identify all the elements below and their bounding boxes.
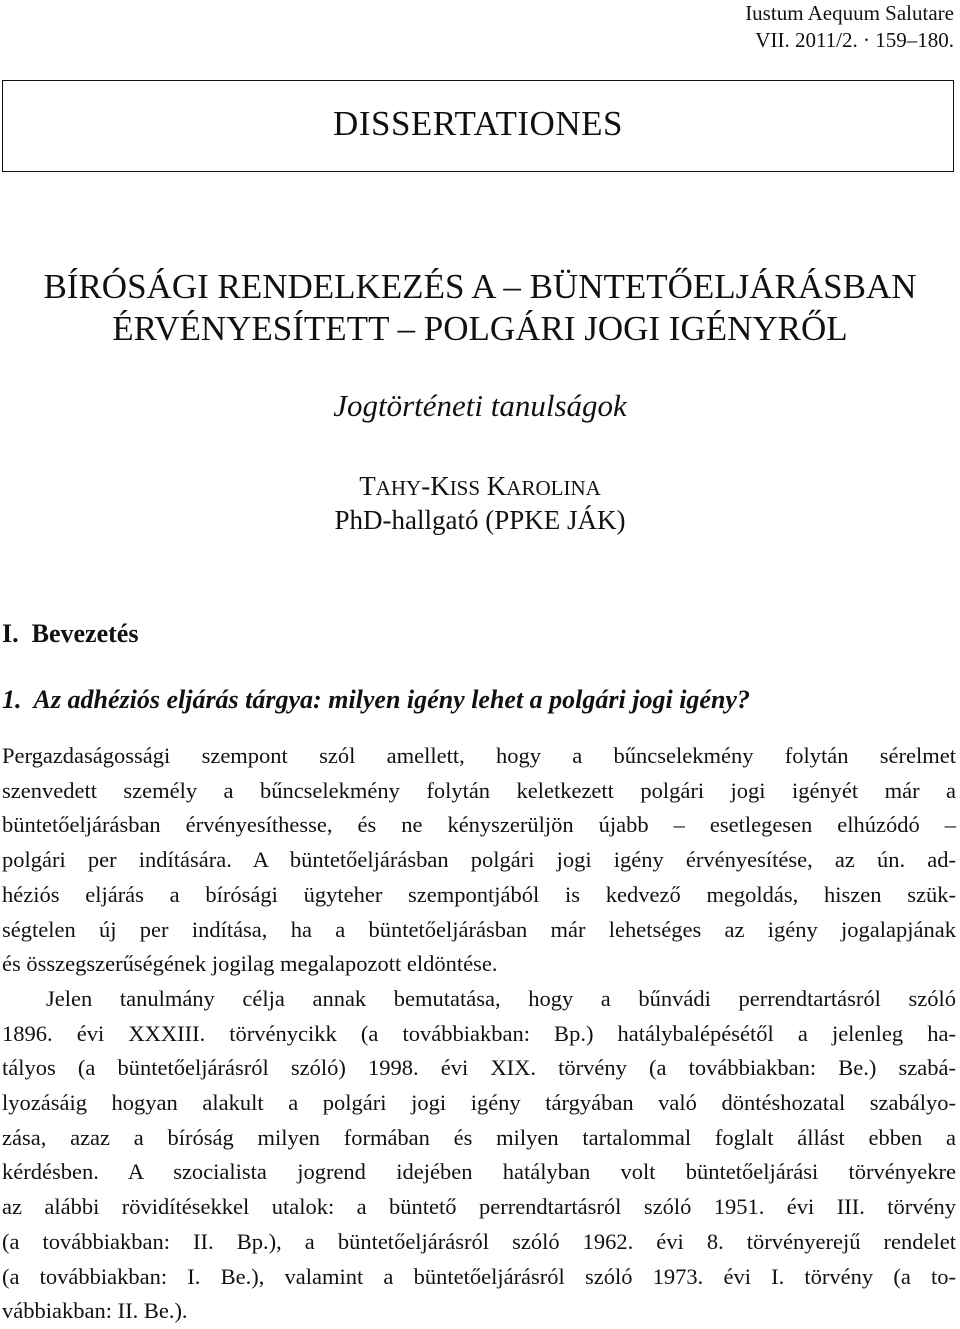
author-block (0, 470, 960, 536)
paragraph-line: tályos (a büntetőeljárásról szóló) 1998. évi XIX. törvény (a továbbiakban: Be.) szabá- (2, 1055, 956, 1081)
paragraph-line: kérdésben. A szocialista jogrend idejében hatályban volt büntetőeljárási törvényekre (2, 1159, 956, 1185)
section-label-box (2, 80, 954, 172)
body-text (2, 739, 956, 1329)
section-heading: I. Bevezetés (2, 619, 139, 648)
journal-name: Iustum Aequum Salutare (745, 1, 954, 25)
paragraph-line: héziós eljárás a bírósági ügyteher szempontjából is kedvező megoldás, hiszen szük- (2, 881, 956, 907)
subsection-heading: 1. Az adhéziós eljárás tárgya: milyen igény lehet a polgári jogi igény? (2, 685, 750, 714)
paragraph-line: büntetőeljárásban érvényesíthesse, és ne kényszerüljön újabb – esetlegesen elhúzódó – (2, 812, 956, 838)
journal-issue: VII. 2011/2. · 159–180. (755, 28, 954, 52)
section-label: DISSERTATIONES (333, 104, 623, 143)
paragraph-line: zása, azaz a bíróság milyen formában és milyen tartalommal foglalt állást ebben a (2, 1124, 956, 1150)
paragraph-line: Pergazdaságossági szempont szól amellett, hogy a bűncselekmény folytán sérelmet (2, 743, 956, 768)
article-title-line-2: ÉRVÉNYESÍTETT – POLGÁRI JOGI IGÉNYRŐL (112, 309, 848, 348)
paragraph-line: az alábbi rövidítésekkel utalok: a büntető perrendtartásról szóló 1951. évi III. törvény (2, 1194, 956, 1220)
article-subtitle: Jogtörténeti tanulságok (333, 388, 627, 423)
paragraph-line: szenvedett személy a bűncselekmény folytán keletkezett polgári jogi igényét már a (2, 777, 956, 803)
paragraph-line: polgári per indítására. A büntetőeljárásban polgári jogi igény érvényesítése, az ún. ad- (2, 847, 956, 873)
article-title-line-1: BÍRÓSÁGI RENDELKEZÉS A – BÜNTETŐELJÁRÁSBAN (43, 267, 917, 306)
paragraph-line: 1896. évi XXXIII. törvénycikk (a továbbiakban: Bp.) hatálybalépésétől a jelenleg ha- (2, 1020, 956, 1046)
paragraph-line: (a továbbiakban: I. Be.), valamint a büntetőeljárásról szóló 1973. évi I. törvény (a to- (2, 1263, 956, 1289)
author-name: TAHY-KISS KAROLINA (359, 471, 601, 501)
article-title (0, 266, 960, 350)
paragraph-line: Jelen tanulmány célja annak bemutatása, hogy a bűnvádi perrendtartásról szóló (46, 985, 956, 1011)
paragraph-line: vábbiakban: II. Be.). (2, 1298, 188, 1324)
paragraph-line: (a továbbiakban: II. Bp.), a büntetőeljárásról szóló 1962. évi 8. törvényerejű rendelet (2, 1228, 956, 1254)
paragraph-line: lyozásáig hogyan alakult a polgári jogi igény tárgyában való döntéshozatal szabályo- (2, 1090, 956, 1116)
paragraph-line: ségtelen új per indítása, ha a büntetőeljárásban már lehetséges az igény jogalapjának (2, 916, 956, 942)
author-affiliation: PhD-hallgató (PPKE JÁK) (334, 505, 626, 535)
paragraph-line: és összegszerűségének jogilag megalapozott eldöntése. (2, 951, 498, 977)
journal-header (745, 0, 954, 54)
